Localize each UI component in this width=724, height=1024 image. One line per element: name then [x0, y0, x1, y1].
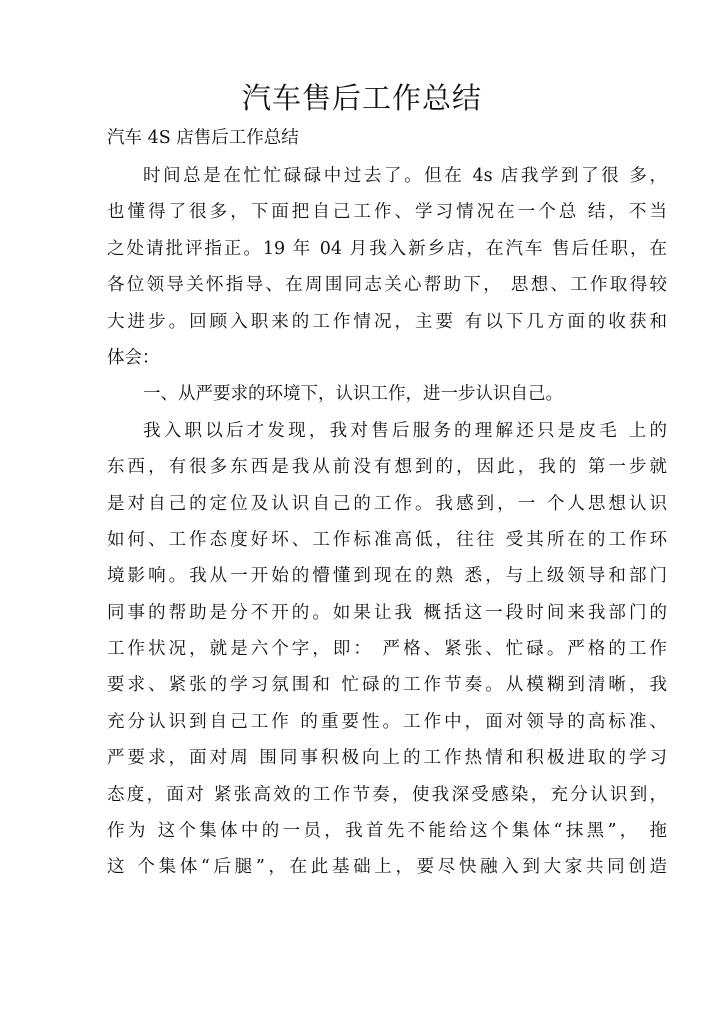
text-line: 同事的帮助是分不开的。如果让我 概括这一段时间来我部门的: [107, 602, 667, 623]
text-line: 要求、紧张的学习氛围和 忙碌的工作节奏。从模糊到清晰，我: [107, 675, 667, 696]
text-line: 一、从严要求的环境下，认识工作，进一步认识自己。: [143, 384, 563, 405]
text-line: 作为 这个集体中的一员，我首先不能给这个集体“抹黑”， 拖: [107, 821, 667, 842]
text-line: 东西，有很多东西是我从前没有想到的，因此，我的 第一步就: [107, 457, 667, 478]
text-line: 充分认识到自己工作 的重要性。工作中，面对领导的高标准、: [107, 711, 667, 732]
text-line: 工作状况，就是六个字，即： 严格、紧张、忙碌。严格的工作: [107, 639, 667, 660]
text-line: 之处请批评指正。19 年 04 月我入新乡店，在汽车 售后任职，在: [107, 238, 667, 259]
text-line: 境影响。我从一开始的懵懂到现在的熟 悉，与上级领导和部门: [107, 566, 667, 587]
text-line: 体会：: [107, 347, 160, 368]
text-line: 如何、工作态度好坏、工作标准高低，往往 受其所在的工作环: [107, 529, 667, 550]
document-subtitle: 汽车 4S 店售后工作总结: [107, 128, 299, 148]
document-body: [107, 158, 667, 886]
text-line: 各位领导关怀指导、在周围同志关心帮助下， 思想、工作取得较: [107, 275, 667, 296]
text-line: 是对自己的定位及认识自己的工作。我感到，一 个人思想认识: [107, 493, 667, 514]
text-line: 时间总是在忙忙碌碌中过去了。但在 4s 店我学到了很 多，: [143, 166, 667, 186]
text-line: 也懂得了很多，下面把自己工作、学习情况在一个总 结，不当: [107, 202, 667, 223]
text-line: 态度，面对 紧张高效的工作节奏，使我深受感染，充分认识到，: [107, 784, 667, 805]
document-title: 汽车售后工作总结: [241, 81, 482, 115]
text-line: 这 个集体“后腿”，在此基础上，要尽快融入到大家共同创造: [107, 857, 667, 878]
text-line: 严要求，面对周 围同事积极向上的工作热情和积极进取的学习: [107, 748, 667, 769]
text-line: 大进步。回顾入职来的工作情况，主要 有以下几方面的收获和: [107, 311, 667, 332]
text-line: 我入职以后才发现，我对售后服务的理解还只是皮毛 上的: [143, 420, 667, 441]
